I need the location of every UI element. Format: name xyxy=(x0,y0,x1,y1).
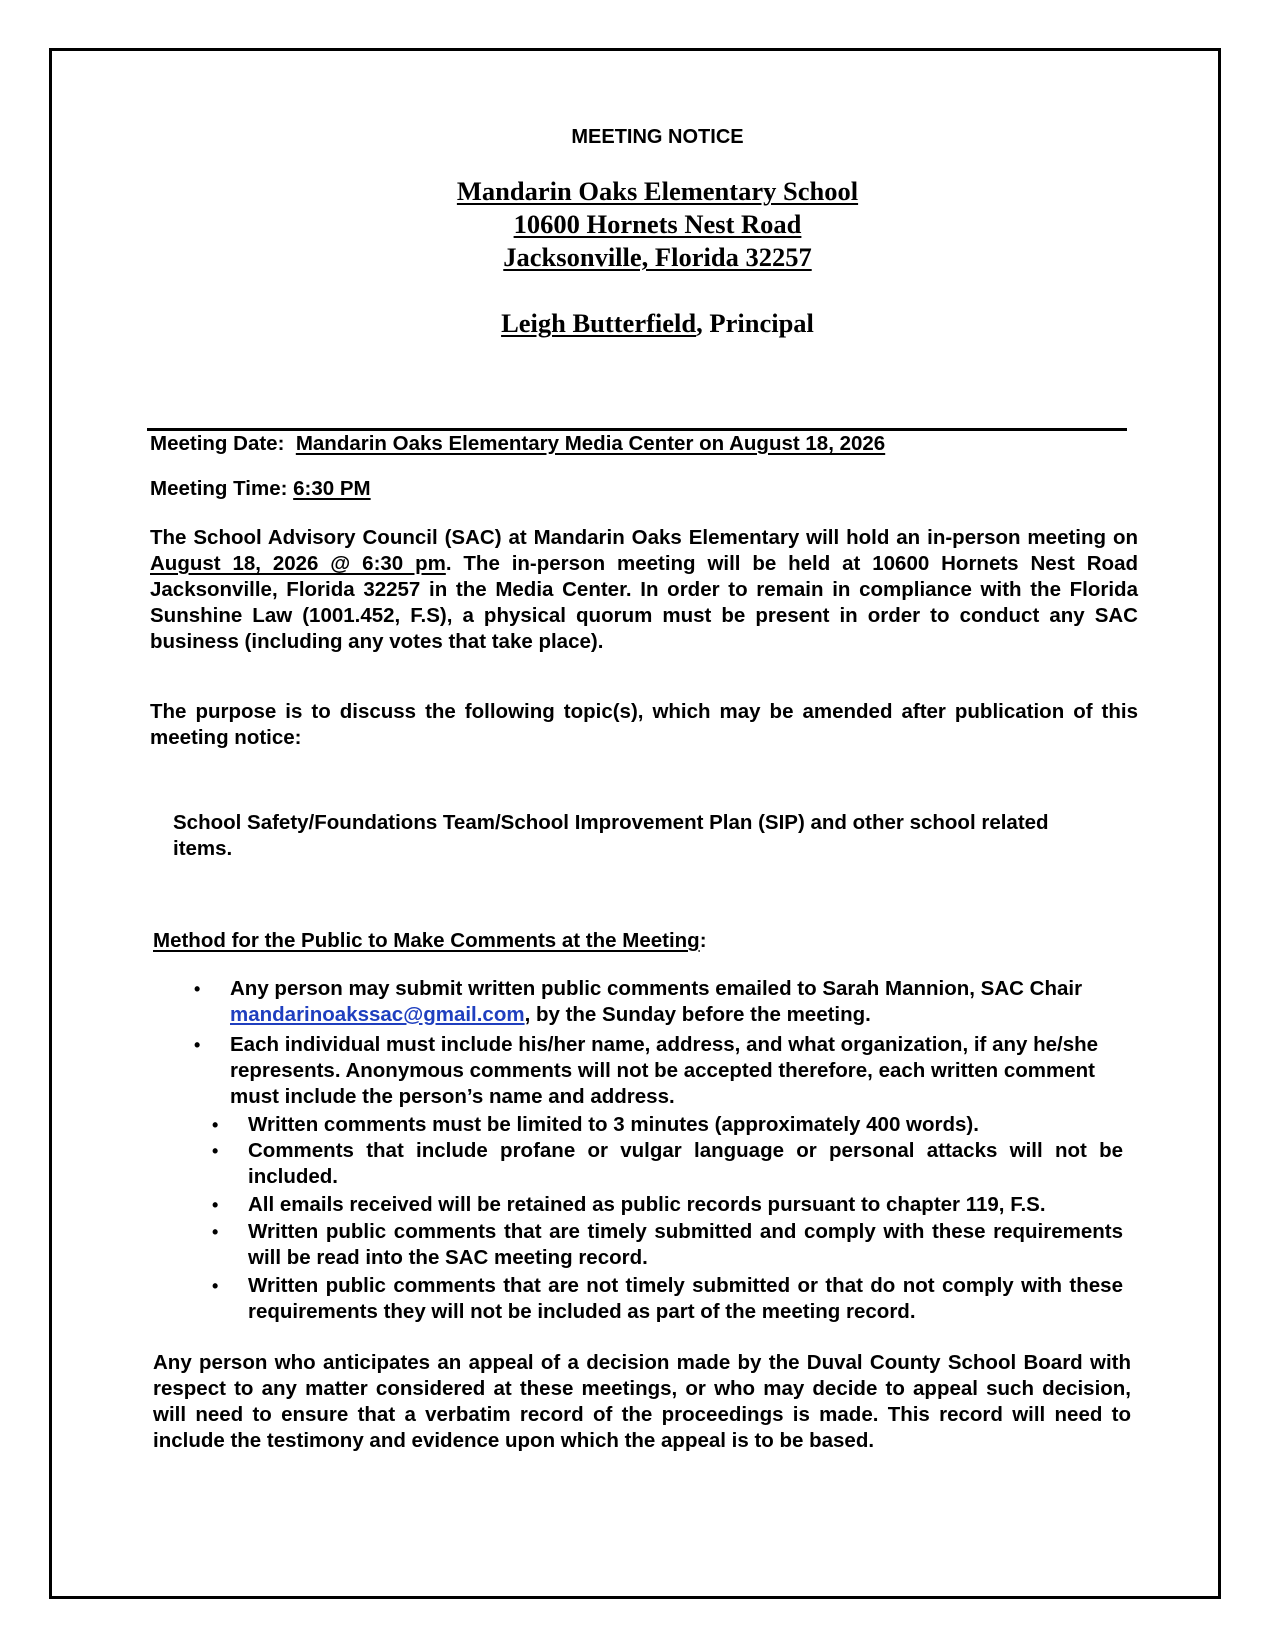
list-item xyxy=(194,1032,1100,1110)
bullet-icon: • xyxy=(212,1222,219,1242)
meeting-time-value: 6:30 PM xyxy=(293,477,371,500)
intro-paragraph xyxy=(150,525,1138,655)
meeting-date-value: Mandarin Oaks Elementary Media Center on August 18, 2026 xyxy=(295,432,886,455)
intro-text-1: The School Advisory Council (SAC) at Mandarin Oaks Elementary will hold an in-person meeting on xyxy=(150,526,1138,549)
bullet7-text: Written public comments that are not timely submitted or that do not comply with these requirements they will not be included as part of the meeting record. xyxy=(248,1274,1123,1323)
list-item xyxy=(212,1138,1123,1190)
bullet-icon: • xyxy=(212,1141,219,1161)
intro-date-time: August 18, 2026 @ 6:30 pm xyxy=(150,552,446,575)
school-street: 10600 Hornets Nest Road xyxy=(513,209,802,239)
bullet6-text: Written public comments that are timely submitted and comply with these requirements will be read into the SAC meeting record. xyxy=(248,1220,1123,1269)
meeting-date-line xyxy=(150,431,885,457)
notice-label: MEETING NOTICE xyxy=(571,126,744,148)
appeal-paragraph: Any person who anticipates an appeal of a decision made by the Duval County School Board with respect to any matter considered at these meetings, or who may decide to appeal such decision, will need to ensure that a verbatim record of the proceedings is made. This record will need to include the testimony and evidence upon which the appeal is to be based. xyxy=(153,1351,1131,1452)
bullet-icon: • xyxy=(212,1195,219,1215)
bullet4-text: Comments that include profane or vulgar language or personal attacks will not be included. xyxy=(248,1139,1123,1188)
bullet-icon: • xyxy=(212,1115,219,1135)
intro-text-2: . The in-person meeting will be held at 10600 Hornets Nest Road Jacksonville, Florida 32257 in the Media Center. In order to remain in compliance with the Florida Sunshine Law (1001.452, F.S), a physical quorum must be present in order to conduct any SAC business (including any votes that take place). xyxy=(150,552,1138,653)
purpose-paragraph: The purpose is to discuss the following topic(s), which may be amended after publication of this meeting notice: xyxy=(150,700,1138,749)
school-city: Jacksonville, Florida 32257 xyxy=(503,242,812,272)
list-item xyxy=(194,976,1130,1028)
bullet3-text: Written comments must be limited to 3 minutes (approximately 400 words). xyxy=(248,1113,979,1136)
bullet5-text: All emails received will be retained as public records pursuant to chapter 119, F.S. xyxy=(248,1193,1046,1216)
sac-email-link[interactable]: mandarinoakssac@gmail.com xyxy=(230,1003,525,1026)
meeting-time-line xyxy=(150,476,371,502)
topics-paragraph: School Safety/Foundations Team/School Improvement Plan (SIP) and other school related items. xyxy=(173,811,1049,860)
bullet-icon: • xyxy=(212,1276,219,1296)
list-item xyxy=(212,1192,1148,1218)
meeting-time-label: Meeting Time: xyxy=(150,477,288,500)
bullet2-text: Each individual must include his/her name, address, and what organization, if any he/she represents. Anonymous comments will not be accepted therefore, each written comment must include the person’s name and address. xyxy=(230,1033,1099,1108)
bullet-icon: • xyxy=(194,979,201,999)
principal-title: , Principal xyxy=(696,308,814,338)
method-heading xyxy=(153,928,707,954)
school-header xyxy=(0,175,1275,274)
method-title: Method for the Public to Make Comments at the Meeting xyxy=(153,929,700,952)
principal-name: Leigh Butterfield xyxy=(501,308,697,338)
meeting-date-label: Meeting Date: xyxy=(150,432,285,455)
bullet1-text-2: , by the Sunday before the meeting. xyxy=(524,1003,871,1026)
principal-line xyxy=(0,307,1275,340)
bullet-icon: • xyxy=(194,1035,201,1055)
bullet1-text-1: Any person may submit written public comments emailed to Sarah Mannion, SAC Chair xyxy=(230,977,1083,1000)
list-item xyxy=(212,1273,1123,1325)
list-item xyxy=(212,1112,1148,1138)
school-name: Mandarin Oaks Elementary School xyxy=(456,176,859,206)
method-title-suffix: : xyxy=(699,929,707,952)
list-item xyxy=(212,1219,1123,1271)
